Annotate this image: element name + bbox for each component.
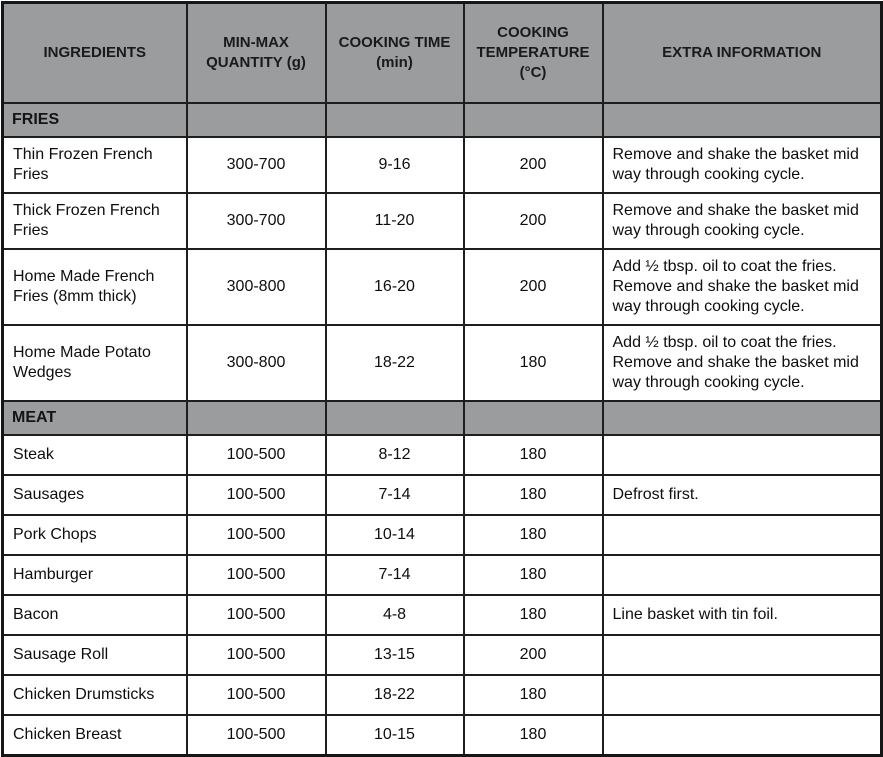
cell-cooking-time: 9-16 (326, 137, 464, 193)
cell-quantity: 300-800 (187, 249, 326, 325)
cell-quantity: 100-500 (187, 675, 326, 715)
table-row (3, 675, 882, 715)
section-empty-cell (187, 401, 326, 435)
table-row (3, 325, 882, 401)
section-label: MEAT (3, 401, 187, 435)
cell-cooking-temperature: 180 (464, 435, 603, 475)
section-empty-cell (603, 103, 882, 137)
cell-cooking-time: 11-20 (326, 193, 464, 249)
cell-cooking-time: 7-14 (326, 475, 464, 515)
cell-quantity: 100-500 (187, 635, 326, 675)
header-extra-information: EXTRA INFORMATION (603, 3, 882, 104)
cell-cooking-time: 4-8 (326, 595, 464, 635)
cell-ingredient: Hamburger (3, 555, 187, 595)
table-header (3, 3, 882, 104)
cell-ingredient: Pork Chops (3, 515, 187, 555)
cell-ingredient: Thin Frozen French Fries (3, 137, 187, 193)
cell-cooking-time: 8-12 (326, 435, 464, 475)
table-row (3, 715, 882, 755)
table-row (3, 515, 882, 555)
table-row (3, 249, 882, 325)
cell-cooking-temperature: 180 (464, 325, 603, 401)
cell-quantity: 100-500 (187, 715, 326, 755)
cell-cooking-temperature: 200 (464, 635, 603, 675)
cell-ingredient: Chicken Drumsticks (3, 675, 187, 715)
header-cooking-time: COOKING TIME (min) (326, 3, 464, 104)
cell-ingredient: Steak (3, 435, 187, 475)
cell-extra-information (603, 635, 882, 675)
cell-cooking-time: 16-20 (326, 249, 464, 325)
cell-cooking-time: 10-15 (326, 715, 464, 755)
cell-ingredient: Thick Frozen French Fries (3, 193, 187, 249)
cell-extra-information (603, 675, 882, 715)
cell-extra-information: Add ½ tbsp. oil to coat the fries. Remove and shake the basket mid way through cooking cycle. (603, 325, 882, 401)
section-empty-cell (464, 103, 603, 137)
cell-cooking-temperature: 200 (464, 249, 603, 325)
cell-ingredient: Sausage Roll (3, 635, 187, 675)
cell-extra-information: Add ½ tbsp. oil to coat the fries. Remove and shake the basket mid way through cooking cycle. (603, 249, 882, 325)
cell-cooking-temperature: 200 (464, 137, 603, 193)
section-row-meat (3, 401, 882, 435)
cell-extra-information: Defrost first. (603, 475, 882, 515)
section-empty-cell (464, 401, 603, 435)
cell-ingredient: Sausages (3, 475, 187, 515)
table-row (3, 635, 882, 675)
cell-cooking-temperature: 180 (464, 675, 603, 715)
cooking-guide-table (1, 1, 883, 757)
table-row (3, 595, 882, 635)
cell-ingredient: Chicken Breast (3, 715, 187, 755)
table-row (3, 475, 882, 515)
cell-extra-information: Remove and shake the basket mid way through cooking cycle. (603, 193, 882, 249)
cell-cooking-temperature: 180 (464, 515, 603, 555)
section-empty-cell (326, 103, 464, 137)
header-quantity: MIN-MAX QUANTITY (g) (187, 3, 326, 104)
cell-quantity: 100-500 (187, 515, 326, 555)
cell-ingredient: Home Made French Fries (8mm thick) (3, 249, 187, 325)
section-row-fries (3, 103, 882, 137)
section-empty-cell (187, 103, 326, 137)
cell-extra-information: Remove and shake the basket mid way through cooking cycle. (603, 137, 882, 193)
cell-quantity: 100-500 (187, 555, 326, 595)
table-body (3, 103, 882, 755)
cell-cooking-time: 18-22 (326, 675, 464, 715)
cell-quantity: 100-500 (187, 475, 326, 515)
cell-cooking-temperature: 180 (464, 715, 603, 755)
cell-extra-information (603, 435, 882, 475)
cell-cooking-time: 18-22 (326, 325, 464, 401)
cell-cooking-temperature: 180 (464, 595, 603, 635)
cell-quantity: 100-500 (187, 435, 326, 475)
cell-ingredient: Home Made Potato Wedges (3, 325, 187, 401)
cell-quantity: 100-500 (187, 595, 326, 635)
table-row (3, 435, 882, 475)
cell-cooking-time: 7-14 (326, 555, 464, 595)
cell-extra-information (603, 515, 882, 555)
cell-extra-information: Line basket with tin foil. (603, 595, 882, 635)
table-row (3, 137, 882, 193)
cell-ingredient: Bacon (3, 595, 187, 635)
cell-quantity: 300-700 (187, 193, 326, 249)
cell-quantity: 300-800 (187, 325, 326, 401)
header-cooking-temperature: COOKING TEMPERATURE (°C) (464, 3, 603, 104)
header-row (3, 3, 882, 104)
cell-quantity: 300-700 (187, 137, 326, 193)
table-row (3, 193, 882, 249)
cell-extra-information (603, 715, 882, 755)
section-empty-cell (326, 401, 464, 435)
cell-extra-information (603, 555, 882, 595)
cell-cooking-time: 13-15 (326, 635, 464, 675)
section-empty-cell (603, 401, 882, 435)
cell-cooking-time: 10-14 (326, 515, 464, 555)
header-ingredients: INGREDIENTS (3, 3, 187, 104)
section-label: FRIES (3, 103, 187, 137)
cell-cooking-temperature: 180 (464, 555, 603, 595)
cell-cooking-temperature: 200 (464, 193, 603, 249)
cell-cooking-temperature: 180 (464, 475, 603, 515)
table-row (3, 555, 882, 595)
